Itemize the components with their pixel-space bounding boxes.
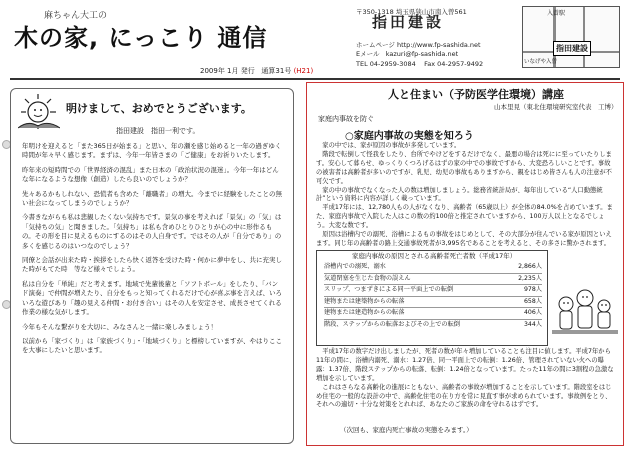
greeting-body xyxy=(22,142,284,361)
newsletter-title: 木の家, にっこり 通信 xyxy=(14,24,268,52)
table-row xyxy=(324,308,542,320)
table-row xyxy=(324,274,542,286)
table-row xyxy=(324,297,542,309)
tel-number: TEL 04-2959-3084 xyxy=(356,60,416,68)
greeting-paragraph: 昨年来の短時間での「世界経済の混乱」また日本の「政治状況の混迷」。今年一年はどんな年になるような想像（創造）したら良いのでしょうか？ xyxy=(22,165,279,184)
row-value: 406人 xyxy=(524,309,542,316)
row-label: 気道閉塞を生じた食物の誤えん xyxy=(324,274,411,282)
location-map xyxy=(522,6,620,68)
greeting-author: 指田建設 指田一利です。 xyxy=(116,127,200,135)
map-landmark-label: いなげや入曽 xyxy=(524,59,558,65)
article-paragraph: これはさらなる高齢化の進展にともない、高齢者の事故が増加することを示しています。階段室をはじめ住宅の一般的な設計の中で、高齢化住宅の在り方を常に見直す事が求められています。事故例をとり、それへの適切・十分な対策をとれれば、あなたのご家族の命を守れるはずです。 xyxy=(316,383,612,409)
company-name: 指田建設 xyxy=(372,13,445,31)
greeting-paragraph: 年明けを迎えると「また365日が始まる」と思い、年の瀬を感じ始めると一年の過ぎゆく時間が年々早く感じます。まずは、今年一年皆さまの「ご健康」をお祈りいたします。 xyxy=(22,142,282,160)
greeting-paragraph: 私は自分を「単純」だと考えます。地域で先輩後輩と「ソフトボール」をしたり、「バンド演奏」で仲間が増えたり、自分をもっと知ってくれるだけで心が喜ぶ事を言えば、いろいろな遊びあり「趣の見える仲間・お付き合い」はその人を安定させ、成長させてくれる作業の様な気がします。 xyxy=(22,279,282,317)
company-address: 〒350-1318 埼玉県狭山市南入曽561 xyxy=(356,8,467,16)
article-title: 人と住まい（予防医学住環境）講座 xyxy=(388,88,564,101)
map-station-label: 入曽駅 xyxy=(547,10,566,17)
table-row xyxy=(324,285,542,297)
issue-line xyxy=(200,66,313,76)
table-row xyxy=(324,262,542,274)
article-paragraph: 平成17年には、12,780人もの人がなくなり、高齢者（65歳以上）が全体の84.0%を占めています。また、家庭内事故で入院した人はこの数の約100倍と推定されていますから、100万人以上となるでしょう。大変な数です。 xyxy=(316,204,613,230)
row-value: 978人 xyxy=(524,286,542,293)
article-byline: 山本里見（東北住環境研究室代表 工博） xyxy=(494,103,618,111)
family-illustration xyxy=(552,286,618,344)
mail-link[interactable]: kazuri@fp-sashida.net xyxy=(385,50,459,58)
web-label: ホームページ xyxy=(356,41,395,49)
map-company-label: 指田建設 xyxy=(553,41,591,56)
row-label: スリップ、つまずきによる同一平面上での転倒 xyxy=(324,286,454,293)
row-label: 建物または建築物からの転落 xyxy=(324,297,405,305)
greeting-title: 明けまして、おめでとうございます。 xyxy=(66,102,252,115)
article-paragraph: 家の中の事故でなくなった人の数は増加しましょう。総務省統計局が、毎年出している“人口動態統計”という資料に内容が詳しく載っています。 xyxy=(316,186,603,203)
article-paragraph: 平成17年の数字だけ出しましたが、死者の数が年々増加していることも注目に値します。平成7年から11年の間に、浴槽内溺死、溺水：1.27倍、同一平面上での転倒：1.26倍、管理されていない火への曝露：1.37倍、階段ステップからの転落、転倒：1.24倍となっています。たった11年の間に3割程の急激な増加を示しています。 xyxy=(316,348,614,382)
table-row xyxy=(324,320,542,331)
article-paragraph: 階段で転倒して怪我をしたり、台所でやけどをするだけでなく、最悪の場合は死にに至っていたりします。安心して暮らせ、ゆっくりくつろげるはずの家の中での事故ですから、大変恐ろしいことです。事故の被害者は高齢者が多いのですが、乳児、幼児の事故もありますから、親をはじめ皆さんも人の注意が不可欠です。 xyxy=(316,150,612,185)
newsletter-subtitle: 麻ちゃん大工の xyxy=(44,11,108,21)
row-label: 浴槽内での溺死、溺水 xyxy=(324,263,386,270)
accident-table-title: 家庭内事故の原因とされる高齢者死亡者数（平成17年） xyxy=(352,252,517,260)
article-body-continued xyxy=(316,348,616,410)
row-value: 658人 xyxy=(524,297,542,305)
row-value: 344人 xyxy=(524,320,542,328)
greeting-paragraph: 今書きながらも私は悲観したくない気持ちです。景気の事を考えれば「景気」の「気」は「気持ちの気」と聞きました。「気持ち」は私も含めひとりひとりが心の中に形作るもの。その形を目に見えるものにするのはその人自身です。ではその人が「自分であり」の多くを感じるのはいつなのでしょう？ xyxy=(22,213,282,250)
web-link[interactable]: http://www.fp-sashida.net xyxy=(396,41,481,49)
greeting-paragraph: 同僚と会話が出来た時・挨拶をしたら快く返答を受けた時・何かに夢中をし、共に充実した時がもてた時 等など様々でしょう。 xyxy=(22,256,282,274)
row-value: 2,866人 xyxy=(518,263,542,270)
article-paragraph: 原因は浴槽内での溺死、浴槽によるもの事故をはじめとして、その大部分が住んでいる家が原因といえます。同じ年の高齢者の路上交通事故死者が3,995名であることを考えると、その多さに驚かされます。 xyxy=(316,231,612,247)
issue-date: 2009年 1月 発行 xyxy=(200,67,255,75)
greeting-paragraph: 先々あるかもしれない、恐慌者も含めた「離職者」の増大。今までに経験をしたことの無い社会になってしまうのでしょうか？ xyxy=(22,189,282,208)
row-value: 2,235人 xyxy=(518,274,542,282)
company-contacts xyxy=(356,41,516,59)
greeting-paragraph: 今年もそんな繋がりを大切に、みなさんと一緒に楽しみましょう！ xyxy=(22,322,217,331)
company-phone xyxy=(356,60,483,69)
article-paragraph: 家の中では、家が原因の事故が多発しています。 xyxy=(322,142,461,149)
issue-code: (H21) xyxy=(293,67,314,75)
greeting-paragraph: 以前から「家づくり」は「家族づくり」・「地域づくり」と標榜していますが、やはりここを大事にしたいと思います。 xyxy=(22,336,282,355)
fax-number: Fax 04-2957-9492 xyxy=(424,60,484,68)
accident-table xyxy=(324,262,542,330)
article-footer-note: （次回も、家庭内死亡事故の実態をみます。） xyxy=(340,426,473,434)
sunrise-illustration xyxy=(18,92,60,130)
header-divider xyxy=(10,78,620,80)
mail-label: Eメール xyxy=(356,50,380,58)
map-road xyxy=(583,7,585,67)
row-label: 階段、ステップからの転落およびその上での転倒 xyxy=(324,320,460,328)
issue-number: 通算31号 xyxy=(261,67,292,75)
article-body xyxy=(316,142,616,249)
article-kicker: 家庭内事故を防ぐ xyxy=(318,115,374,123)
article-subtitle: ○家庭内事故の実態を知ろう xyxy=(345,131,474,142)
row-label: 建物または建造物からの転落 xyxy=(324,309,405,316)
